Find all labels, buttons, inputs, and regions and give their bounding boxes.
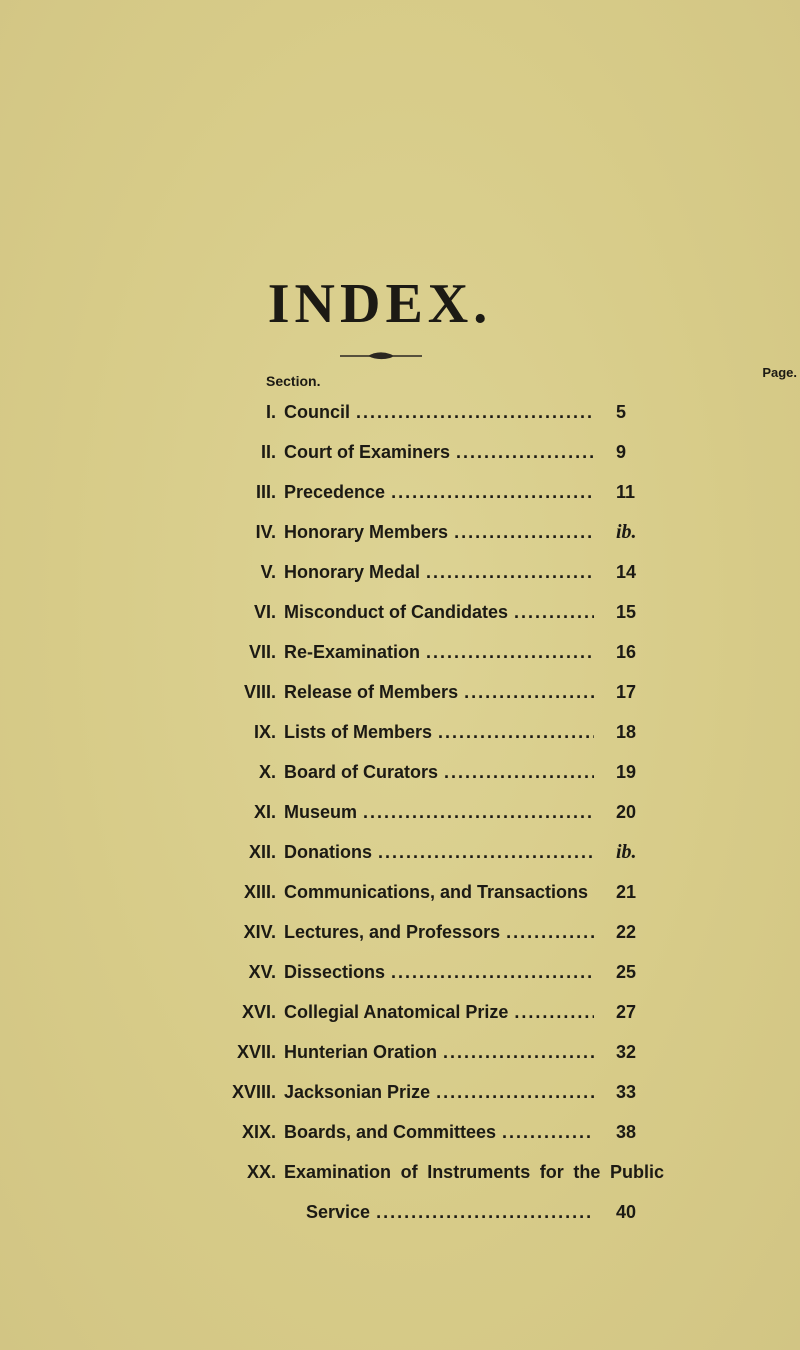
index-entry — [0, 552, 800, 592]
index-entry — [0, 832, 800, 872]
page-number: 33 — [616, 1082, 637, 1102]
dot-leaders — [378, 832, 594, 872]
page-number: 15 — [616, 602, 637, 622]
page-number: 40 — [616, 1202, 637, 1222]
dot-leaders — [502, 1112, 594, 1152]
dot-leaders — [456, 432, 594, 472]
section-title: Donations — [284, 842, 372, 862]
section-number: VII. — [248, 642, 276, 662]
page-number: 9 — [616, 442, 627, 462]
section-title: Lectures, and Professors — [284, 922, 501, 942]
index-entry — [0, 1112, 800, 1152]
index-entry — [0, 1032, 800, 1072]
index-entry-continuation — [0, 1192, 800, 1232]
title-word: Public — [609, 1162, 664, 1182]
index-entry — [0, 1072, 800, 1112]
dot-leaders — [464, 672, 594, 712]
index-entry — [0, 592, 800, 632]
section-title: Re-Examination — [284, 642, 421, 662]
page-number: 20 — [616, 802, 637, 822]
page-number: 14 — [616, 562, 637, 582]
section-title: Museum — [284, 802, 358, 822]
index-entry — [0, 952, 800, 992]
section-title: Honorary Members — [284, 522, 449, 542]
page-number: 38 — [616, 1122, 637, 1142]
page-number: 19 — [616, 762, 637, 782]
section-number: XII. — [248, 842, 276, 862]
section-number: III. — [255, 482, 276, 502]
page-column-header: Page. — [762, 365, 797, 380]
index-list — [0, 392, 800, 1232]
index-entry — [0, 392, 800, 432]
section-title: Boards, and Committees — [284, 1122, 497, 1142]
dot-leaders — [426, 552, 594, 592]
section-title: Honorary Medal — [284, 562, 421, 582]
title-word: Examination — [284, 1162, 392, 1182]
section-title: Lists of Members — [284, 722, 433, 742]
section-column-header: Section. — [266, 373, 321, 389]
index-entry — [0, 712, 800, 752]
section-number: XIV. — [243, 922, 276, 942]
index-entry — [0, 912, 800, 952]
dot-leaders — [376, 1192, 594, 1232]
section-title: Board of Curators — [284, 762, 439, 782]
section-title: Misconduct of Candidates — [284, 602, 509, 622]
page-number: ib. — [616, 521, 637, 543]
section-number: I. — [265, 402, 276, 422]
title-word: for — [539, 1162, 564, 1182]
section-number: V. — [260, 562, 276, 582]
dot-leaders — [436, 1072, 594, 1112]
page-number: 18 — [616, 722, 637, 742]
page-number: 32 — [616, 1042, 637, 1062]
page-number: 16 — [616, 642, 637, 662]
ornament-divider — [340, 348, 422, 362]
section-title: Dissections — [284, 962, 386, 982]
dot-leaders — [391, 952, 594, 992]
section-number: XIX. — [241, 1122, 276, 1142]
index-entry — [0, 792, 800, 832]
section-number: XVIII. — [231, 1082, 276, 1102]
page-number: 21 — [616, 882, 637, 902]
section-number: XVI. — [241, 1002, 276, 1022]
section-number: XI. — [253, 802, 276, 822]
section-title: Hunterian Oration — [284, 1042, 438, 1062]
dot-leaders — [426, 632, 594, 672]
index-entry — [0, 872, 800, 912]
dot-leaders — [506, 912, 594, 952]
section-title: Jacksonian Prize — [284, 1082, 431, 1102]
section-number: II. — [260, 442, 276, 462]
section-number: IX. — [253, 722, 276, 742]
title-word: the — [573, 1162, 601, 1182]
page-number: 25 — [616, 962, 637, 982]
index-entry — [0, 992, 800, 1032]
dot-leaders — [356, 392, 594, 432]
page-title: INDEX. — [267, 273, 493, 335]
index-entry — [0, 432, 800, 472]
section-title: Court of Examiners — [284, 442, 451, 462]
section-title: Council — [284, 402, 350, 422]
section-number: XIII. — [243, 882, 276, 902]
index-entry — [0, 632, 800, 672]
index-entry — [0, 512, 800, 552]
section-number: XVII. — [236, 1042, 276, 1062]
index-entry — [0, 1152, 800, 1192]
section-title-continued: Service — [306, 1202, 371, 1222]
section-title-line — [284, 1152, 664, 1192]
index-entry — [0, 752, 800, 792]
title-word: Instruments — [427, 1162, 531, 1182]
page-number: 11 — [616, 482, 636, 502]
section-number: X. — [258, 762, 276, 782]
dot-leaders — [391, 472, 594, 512]
dot-leaders — [363, 792, 594, 832]
page-number: 22 — [616, 922, 637, 942]
title-word: of — [400, 1162, 418, 1182]
page-number: 5 — [616, 402, 627, 422]
section-number: VIII. — [243, 682, 276, 702]
section-number: XX. — [246, 1162, 276, 1182]
section-title: Collegial Anatomical Prize — [284, 1002, 509, 1022]
dot-leaders — [438, 712, 594, 752]
section-number: VI. — [253, 602, 276, 622]
section-title: Communications, and Transactions — [284, 882, 589, 902]
page-number: 27 — [616, 1002, 637, 1022]
index-entry — [0, 672, 800, 712]
dot-leaders — [514, 592, 594, 632]
dot-leaders — [444, 752, 594, 792]
index-entry — [0, 472, 800, 512]
page-number: ib. — [616, 841, 637, 863]
dot-leaders — [514, 992, 594, 1032]
section-title: Precedence — [284, 482, 386, 502]
section-number: IV. — [255, 522, 276, 542]
page-number: 17 — [616, 682, 637, 702]
section-title: Release of Members — [284, 682, 459, 702]
section-number: XV. — [248, 962, 276, 982]
dot-leaders — [454, 512, 594, 552]
dot-leaders — [443, 1032, 594, 1072]
